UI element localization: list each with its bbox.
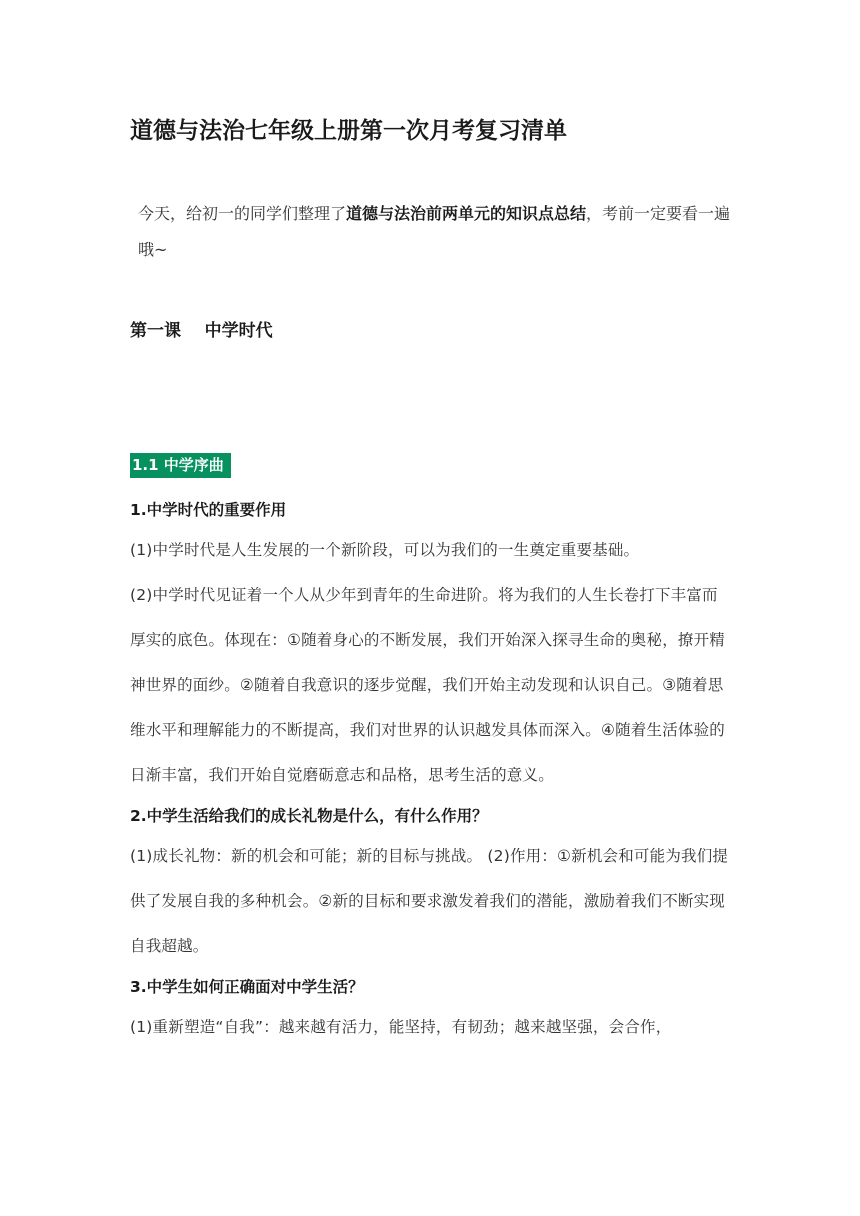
answer-paragraph: (2)中学时代见证着一个人从少年到青年的生命进阶。将为我们的人生长卷打下丰富而厚实的底色。体现在：①随着身心的不断发展，我们开始深入探寻生命的奥秘，撩开精神世界的面纱。②随着自我意识的逐步觉醒，我们开始主动发现和认识自己。③随着思维水平和理解能力的不断提高，我们对世界的认识越发具体而深入。④随着生活体验的日渐丰富，我们开始自觉磨砺意志和品格，思考生活的意义。 [130, 586, 725, 784]
intro-text-start: 今天，给初一的同学们整理了 [138, 204, 347, 223]
lesson-heading: 第一课 中学时代 [130, 321, 273, 341]
question-heading: 3.中学生如何正确面对中学生活？ [130, 978, 364, 996]
answer-paragraph: (1)成长礼物：新的机会和可能；新的目标与挑战。 (2)作用：①新机会和可能为我们提供了发展自我的多种机会。②新的目标和要求激发着我们的潜能，激励着我们不断实现自我超越。 [130, 847, 729, 955]
intro-paragraph [138, 196, 738, 268]
section-badge: 1.1 中学序曲 [130, 453, 231, 478]
question-heading: 1.中学时代的重要作用 [130, 501, 287, 519]
intro-text-bold: 道德与法治前两单元的知识点总结 [346, 204, 587, 223]
question-heading: 2.中学生活给我们的成长礼物是什么，有什么作用？ [130, 807, 488, 825]
answer-paragraph: (1)重新塑造“自我”：越来越有活力，能坚持，有韧劲；越来越坚强，会合作， [130, 1018, 672, 1036]
content-body [130, 492, 732, 1050]
answer-paragraph: (1)中学时代是人生发展的一个新阶段，可以为我们的一生奠定重要基础。 [130, 541, 640, 559]
intro-text-end: ，考前一定要看一遍哦~ [138, 204, 731, 259]
document-title: 道德与法治七年级上册第一次月考复习清单 [130, 118, 567, 144]
